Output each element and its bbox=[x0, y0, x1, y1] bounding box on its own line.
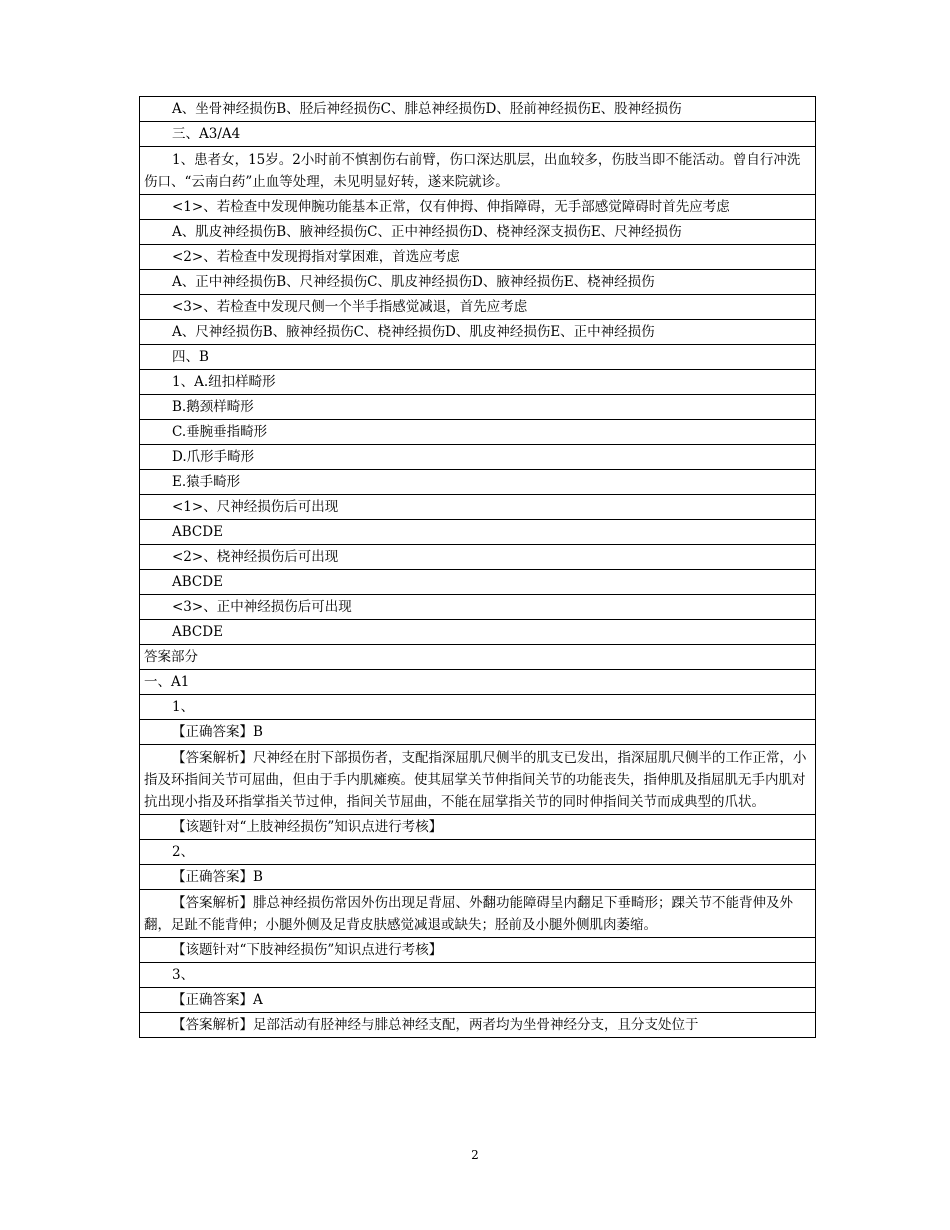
table-row: B.鹅颈样畸形 bbox=[139, 395, 816, 420]
table-row: A、坐骨神经损伤B、胫后神经损伤C、腓总神经损伤D、胫前神经损伤E、股神经损伤 bbox=[139, 97, 816, 122]
table-row: E.猿手畸形 bbox=[139, 470, 816, 495]
table-row: 【答案解析】尺神经在肘下部损伤者，支配指深屈肌尺侧半的肌支已发出，指深屈肌尺侧半的工作正常，小指及环指间关节可屈曲，但由于手内肌瘫痪。使其屈掌关节伸指间关节的功能丧失，指伸肌及指屈肌无手内肌对抗出现小指及环指掌指关节过伸，指间关节屈曲，不能在屈掌指关节的同时伸指间关节而成典型的爪状。 bbox=[139, 745, 816, 815]
table-row: 1、 bbox=[139, 695, 816, 720]
table-row: <1>、若检查中发现伸腕功能基本正常，仅有伸拇、伸指障碍，无手部感觉障碍时首先应考虑 bbox=[139, 195, 816, 220]
table-row: 1、患者女，15岁。2小时前不慎割伤右前臂，伤口深达肌层，出血较多，伤肢当即不能活动。曾自行冲洗伤口、“云南白药”止血等处理，未见明显好转，遂来院就诊。 bbox=[139, 147, 816, 195]
table-row: 【正确答案】B bbox=[139, 720, 816, 745]
document-table bbox=[139, 96, 816, 1038]
table-row: C.垂腕垂指畸形 bbox=[139, 420, 816, 445]
table-row: 【正确答案】B bbox=[139, 865, 816, 890]
table-row: 【答案解析】足部活动有胫神经与腓总神经支配，两者均为坐骨神经分支，且分支处位于 bbox=[139, 1013, 816, 1038]
table-row: A、正中神经损伤B、尺神经损伤C、肌皮神经损伤D、腋神经损伤E、桡神经损伤 bbox=[139, 270, 816, 295]
table-row: 3、 bbox=[139, 963, 816, 988]
table-row: 一、A1 bbox=[139, 670, 816, 695]
table-row: 1、A.纽扣样畸形 bbox=[139, 370, 816, 395]
table-row: ABCDE bbox=[139, 520, 816, 545]
table-row: <1>、尺神经损伤后可出现 bbox=[139, 495, 816, 520]
table-row: 2、 bbox=[139, 840, 816, 865]
table-row: <3>、若检查中发现尺侧一个半手指感觉减退，首先应考虑 bbox=[139, 295, 816, 320]
table-row: <3>、正中神经损伤后可出现 bbox=[139, 595, 816, 620]
table-row: <2>、桡神经损伤后可出现 bbox=[139, 545, 816, 570]
table-row: A、肌皮神经损伤B、腋神经损伤C、正中神经损伤D、桡神经深支损伤E、尺神经损伤 bbox=[139, 220, 816, 245]
table-row: ABCDE bbox=[139, 620, 816, 645]
table-row: 【正确答案】A bbox=[139, 988, 816, 1013]
table-row: A、尺神经损伤B、腋神经损伤C、桡神经损伤D、肌皮神经损伤E、正中神经损伤 bbox=[139, 320, 816, 345]
page-number: 2 bbox=[471, 1148, 479, 1162]
table-row: 【该题针对“上肢神经损伤”知识点进行考核】 bbox=[139, 815, 816, 840]
table-row: <2>、若检查中发现拇指对掌困难，首选应考虑 bbox=[139, 245, 816, 270]
table-row: 【该题针对“下肢神经损伤”知识点进行考核】 bbox=[139, 938, 816, 963]
table-row: 三、A3/A4 bbox=[139, 122, 816, 147]
table-row: ABCDE bbox=[139, 570, 816, 595]
table-row: D.爪形手畸形 bbox=[139, 445, 816, 470]
table-row: 答案部分 bbox=[139, 645, 816, 670]
table-row: 【答案解析】腓总神经损伤常因外伤出现足背屈、外翻功能障碍呈内翻足下垂畸形；踝关节不能背伸及外翻，足趾不能背伸；小腿外侧及足背皮肤感觉减退或缺失；胫前及小腿外侧肌肉萎缩。 bbox=[139, 890, 816, 938]
table-row: 四、B bbox=[139, 345, 816, 370]
